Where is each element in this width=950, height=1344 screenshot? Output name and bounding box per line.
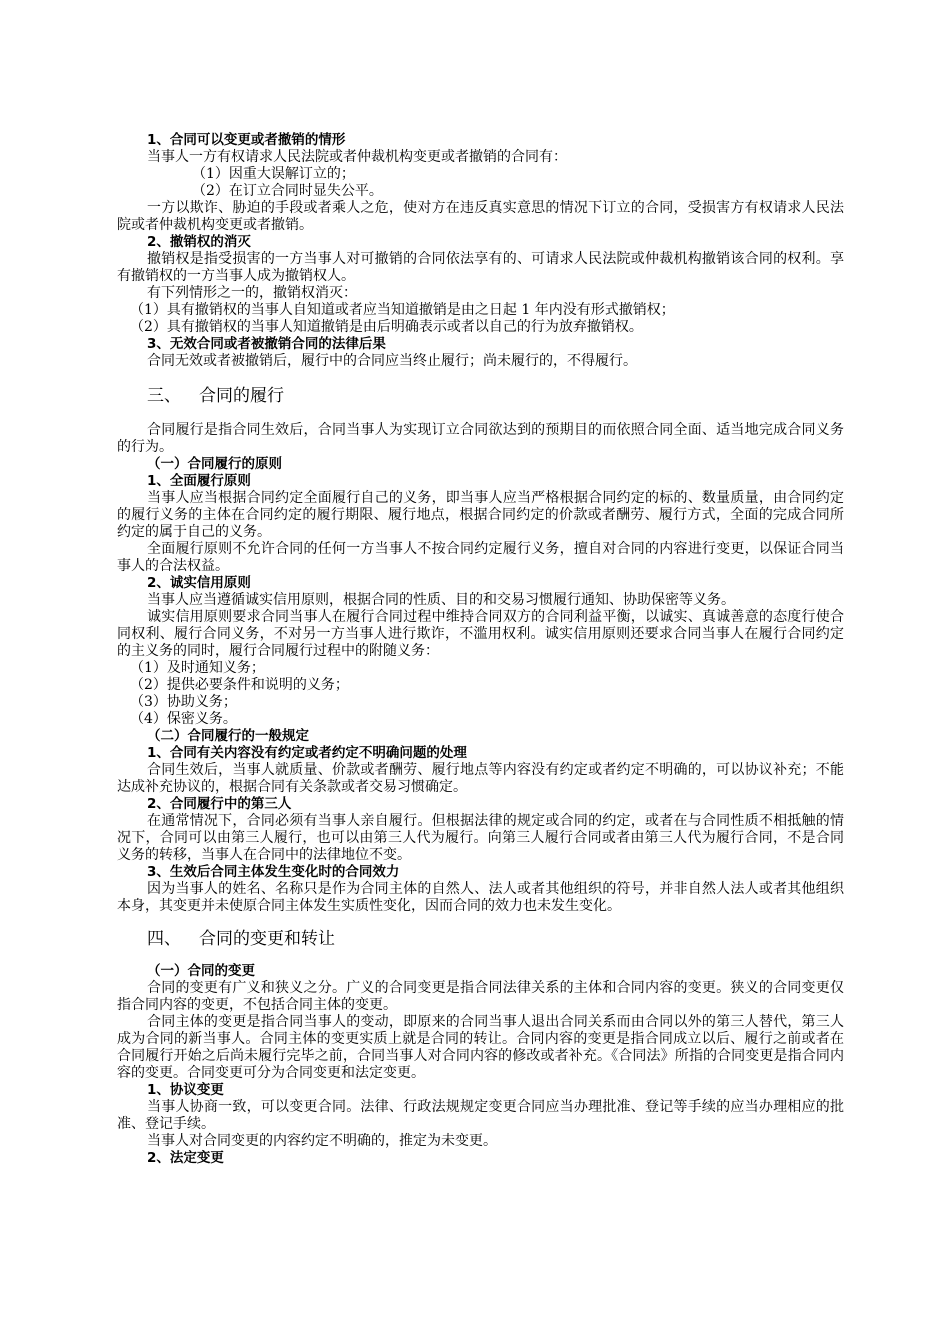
subheading: 2、法定变更 [147,1150,224,1166]
paragraph: 当事人对合同变更的内容约定不明确的，推定为未变更。 [147,1133,497,1149]
section-heading [117,386,844,406]
list-item: （3）协助义务； [130,694,237,710]
list-item: （4）保密义务。 [130,711,237,727]
paragraph: 合同无效或者被撤销后，履行中的合同应当终止履行；尚未履行的，不得履行。 [147,353,637,369]
paragraph: 合同的变更有广义和狭义之分。广义的合同变更是指合同法律关系的主体和合同内容的变更。狭义的合同变更仅指合同内容的变更，不包括合同主体的变更。 [117,980,844,1013]
paragraph: 当事人应当根据合同约定全面履行自己的义务，即当事人应当严格根据合同约定的标的、数量质量，由合同约定的履行义务的主体在合同约定的履行期限、履行地点，根据合同约定的价款或者酬劳、履行方式，全面的完成合同所约定的属于自己的义务。 [117,490,844,540]
paragraph: 当事人协商一致，可以变更合同。法律、行政法规规定变更合同应当办理批准、登记等手续的应当办理相应的批准、登记手续。 [117,1099,844,1132]
paragraph: 全面履行原则不允许合同的任何一方当事人不按合同约定履行义务，擅自对合同的内容进行变更，以保证合同当事人的合法权益。 [117,541,844,574]
paragraph: 撤销权是指受损害的一方当事人对可撤销的合同依法享有的、可请求人民法院或仲裁机构撤销该合同的权利。享有撤销权的一方当事人成为撤销权人。 [117,251,844,284]
subheading: 2、撤销权的消灭 [147,234,251,250]
subheading: 1、合同有关内容没有约定或者约定不明确问题的处理 [147,745,467,761]
section-title: 合同的履行 [199,386,284,406]
paragraph: 因为当事人的姓名、名称只是作为合同主体的自然人、法人或者其他组织的符号，并非自然人法人或者其他组织本身，其变更并未使原合同主体发生实质性变化，因而合同的效力也未发生变化。 [117,881,844,914]
list-item: （2）具有撤销权的当事人知道撤销是由后明确表示或者以自己的行为放弃撤销权。 [130,319,643,335]
paragraph: 一方以欺诈、胁迫的手段或者乘人之危，使对方在违反真实意思的情况下订立的合同，受损害方有权请求人民法院或者仲裁机构变更或者撤销。 [117,200,844,233]
list-item: （2）在订立合同时显失公平。 [192,183,383,199]
subheading: 2、合同履行中的第三人 [147,796,292,812]
paragraph: 当事人应当遵循诚实信用原则，根据合同的性质、目的和交易习惯履行通知、协助保密等义务。 [147,592,735,608]
section-title: 合同的变更和转让 [199,929,335,949]
subheading: （二）合同履行的一般规定 [147,728,309,744]
section-number: 四、 [147,929,181,949]
paragraph: 当事人一方有权请求人民法院或者仲裁机构变更或者撤销的合同有： [147,149,567,165]
subheading: （一）合同履行的原则 [147,456,282,472]
paragraph: 有下列情形之一的，撤销权消灭： [147,285,357,301]
list-item: （1）因重大误解订立的； [192,166,355,182]
section-heading [117,929,844,949]
paragraph: 合同履行是指合同生效后，合同当事人为实现订立合同欲达到的预期目的而依照合同全面、适当地完成合同义务的行为。 [117,422,844,455]
list-item: （2）提供必要条件和说明的义务； [130,677,349,693]
subheading: 1、协议变更 [147,1082,224,1098]
paragraph: 诚实信用原则要求合同当事人在履行合同过程中维持合同双方的合同利益平衡，以诚实、真诚善意的态度行使合同权利、履行合同义务，不对另一方当事人进行欺诈，不滥用权利。诚实信用原则还要求合同当事人在履行合同约定的主义务的同时，履行合同履行过程中的附随义务： [117,609,844,659]
subheading: 2、诚实信用原则 [147,575,251,591]
subheading: 3、生效后合同主体发生变化时的合同效力 [147,864,400,880]
subheading: 1、合同可以变更或者撤销的情形 [147,132,346,148]
subheading: 3、无效合同或者被撤销合同的法律后果 [147,336,386,352]
subheading: 1、全面履行原则 [147,473,251,489]
list-item: （1）及时通知义务； [130,660,265,676]
list-item: （1）具有撤销权的当事人自知道或者应当知道撤销是由之日起 1 年内没有形式撤销权； [130,302,675,318]
subheading: （一）合同的变更 [147,963,255,979]
paragraph: 合同主体的变更是指合同当事人的变动，即原来的合同当事人退出合同关系而由合同以外的第三人替代，第三人成为合同的新当事人。合同主体的变更实质上就是合同的转让。合同内容的变更是指合同成立以后、履行之前或者在合同履行开始之后尚未履行完毕之前，合同当事人对合同内容的修改或者补充。《合同法》所指的合同变更是指合同内容的变更。合同变更可分为合同变更和法定变更。 [117,1014,844,1081]
paragraph: 合同生效后，当事人就质量、价款或者酬劳、履行地点等内容没有约定或者约定不明确的，可以协议补充；不能达成补充协议的，根据合同有关条款或者交易习惯确定。 [117,762,844,795]
section-number: 三、 [147,386,181,406]
paragraph: 在通常情况下，合同必须有当事人亲自履行。但根据法律的规定或合同的约定，或者在与合同性质不相抵触的情况下，合同可以由第三人履行，也可以由第三人代为履行。向第三人履行合同或者由第三人代为履行合同，不是合同义务的转移，当事人在合同中的法律地位不变。 [117,813,844,863]
document-page [117,132,844,1167]
